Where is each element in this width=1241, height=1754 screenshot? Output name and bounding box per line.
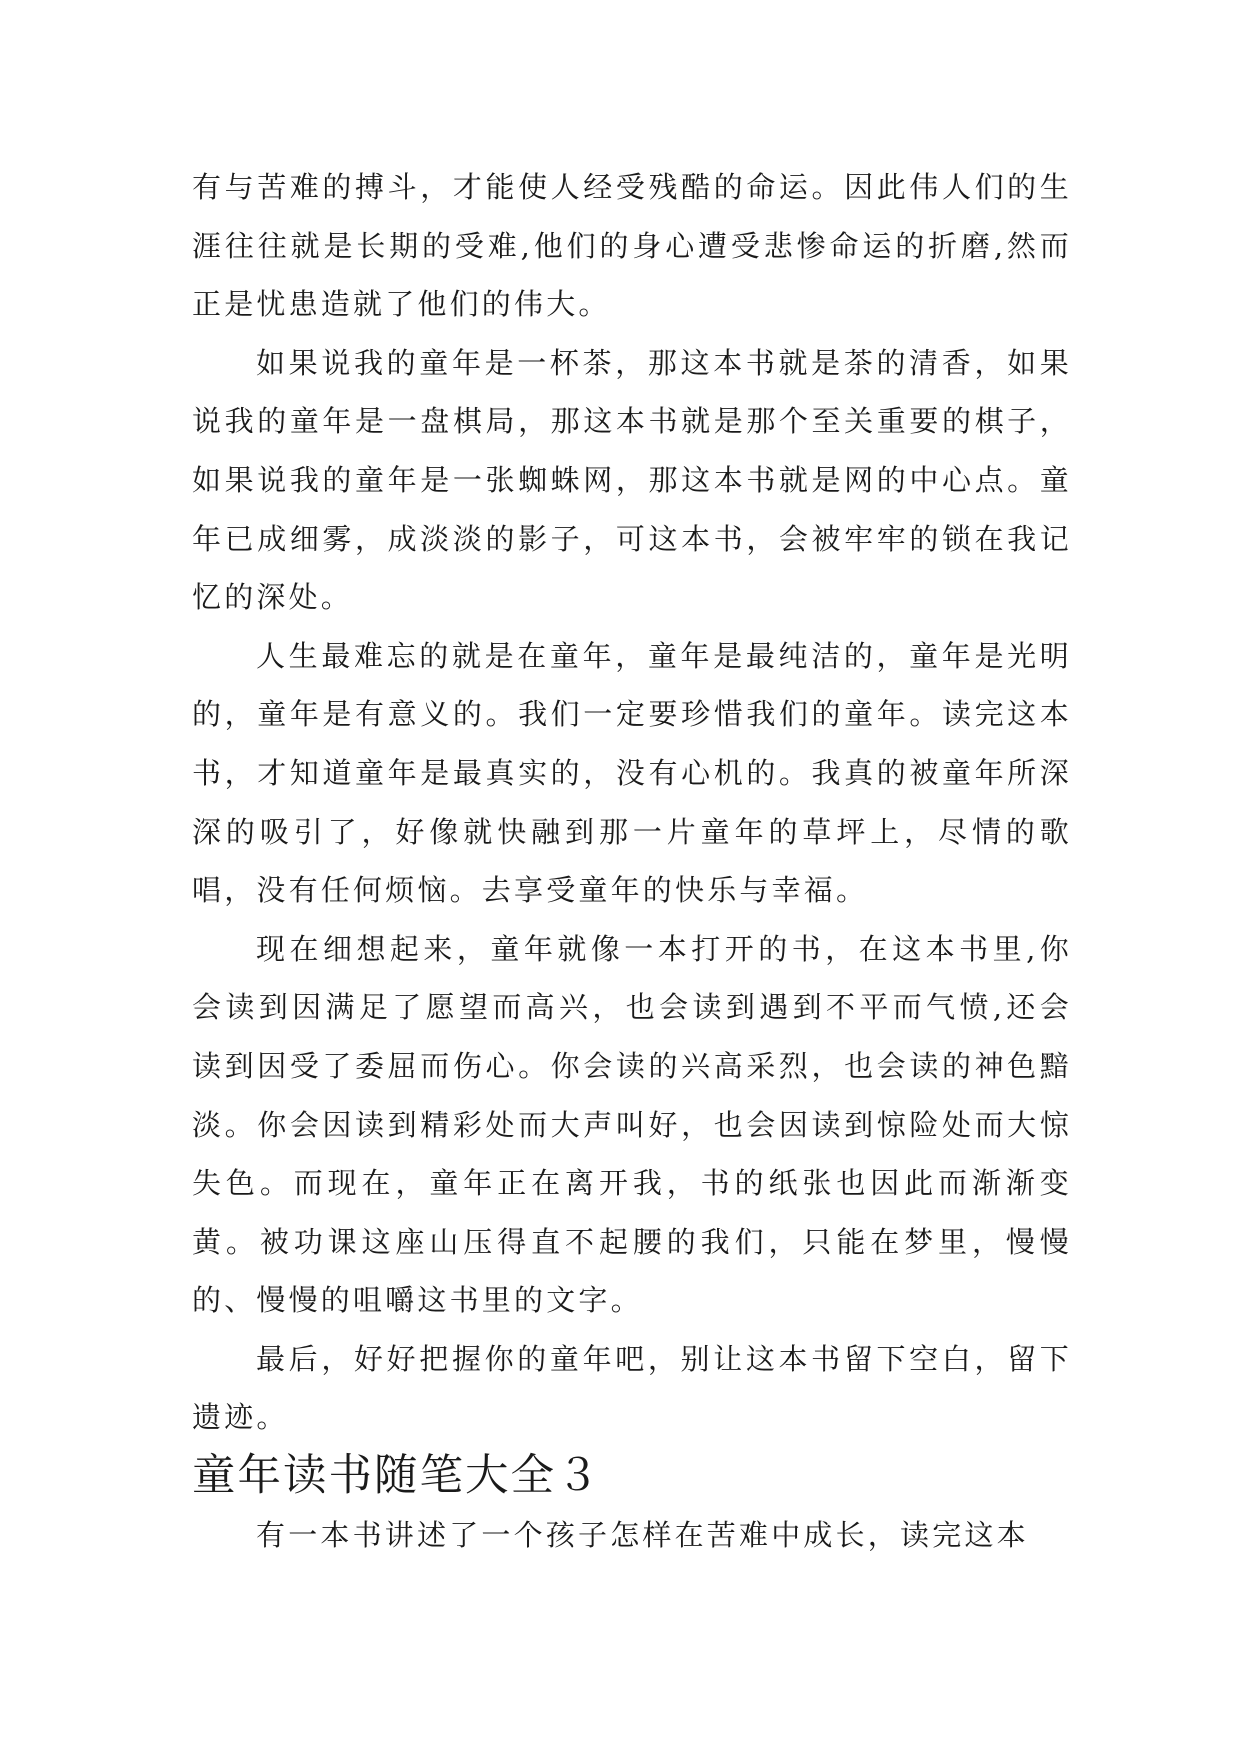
document-body bbox=[192, 158, 1072, 1564]
section-heading: 童年读书随笔大全３ bbox=[192, 1451, 602, 1502]
paragraph-2: 如果说我的童年是一杯茶，那这本书就是茶的清香，如果说我的童年是一盘棋局，那这本书就是那个至关重要的棋子，如果说我的童年是一张蜘蛛网，那这本书就是网的中心点。童年已成细雾，成淡淡的影子，可这本书，会被牢牢的锁在我记忆的深处。 bbox=[192, 345, 1072, 615]
paragraph-6: 有一本书讲述了一个孩子怎样在苦难中成长，读完这本 bbox=[256, 1517, 1029, 1552]
paragraph-4: 现在细想起来，童年就像一本打开的书，在这本书里,你会读到因满足了愿望而高兴，也会读到遇到不平而气愤,还会读到因受了委屈而伤心。你会读的兴高采烈，也会读的神色黯淡。你会因读到精彩处而大声叫好，也会因读到惊险处而大惊失色。而现在，童年正在离开我，书的纸张也因此而渐渐变黄。被功课这座山压得直不起腰的我们，只能在梦里，慢慢的、慢慢的咀嚼这书里的文字。 bbox=[192, 931, 1072, 1318]
paragraph-1: 有与苦难的搏斗，才能使人经受残酷的命运。因此伟人们的生涯往往就是长期的受难,他们的身心遭受悲惨命运的折磨,然而正是忧患造就了他们的伟大。 bbox=[192, 170, 1072, 322]
paragraph-3: 人生最难忘的就是在童年，童年是最纯洁的，童年是光明的，童年是有意义的。我们一定要珍惜我们的童年。读完这本书，才知道童年是最真实的，没有心机的。我真的被童年所深深的吸引了，好像就快融到那一片童年的草坪上，尽情的歌唱，没有任何烦恼。去享受童年的快乐与幸福。 bbox=[192, 638, 1072, 908]
paragraph-5: 最后，好好把握你的童年吧，别让这本书留下空白，留下遗迹。 bbox=[192, 1341, 1072, 1435]
